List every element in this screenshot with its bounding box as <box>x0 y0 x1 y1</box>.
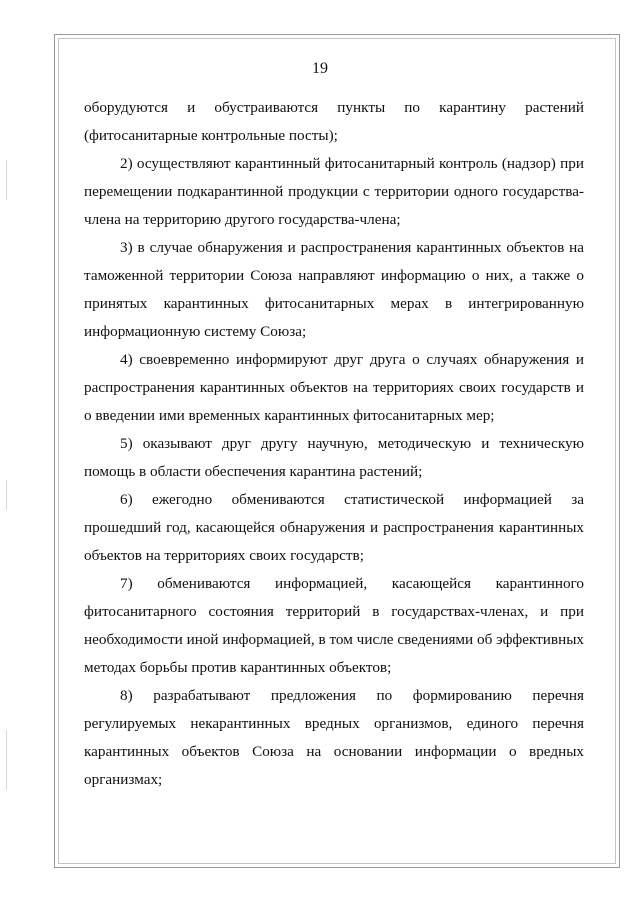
paragraph-item-2: 2) осуществляют карантинный фитосанитарный контроль (надзор) при перемещении подкарантинной продукции с территории одного государства-члена на территорию другого государства-члена; <box>84 155 584 228</box>
paragraph-item-8: 8) разрабатывают предложения по формированию перечня регулируемых некарантинных вредных организмов, единого перечня карантинных объектов Союза на основании информации о вредных организмах; <box>84 687 584 788</box>
paragraph-item-6: 6) ежегодно обмениваются статистической информацией за прошедший год, касающейся обнаружения и распространения карантинных объектов на территориях своих государств; <box>84 491 584 564</box>
paragraph-item-5: 5) оказывают друг другу научную, методическую и техническую помощь в области обеспечения карантина растений; <box>84 435 584 480</box>
paragraph-item-4: 4) своевременно информируют друг друга о случаях обнаружения и распространения карантинных объектов на территориях своих государств и о введении ими временных карантинных фитосанитарных мер; <box>84 351 584 424</box>
paragraph-item-3: 3) в случае обнаружения и распространения карантинных объектов на таможенной территории Союза направляют информацию о них, а также о принятых карантинных фитосанитарных мерах в интегрированную информационную систему Союза; <box>84 239 584 340</box>
document-body <box>84 94 584 794</box>
paragraph-continuation: оборудуются и обустраиваются пункты по карантину растений (фитосанитарные контрольные посты); <box>84 99 584 144</box>
page-number: 19 <box>312 60 328 77</box>
paragraph-item-7: 7) обмениваются информацией, касающейся карантинного фитосанитарного состояния территорий в государствах-членах, и при необходимости иной информацией, в том числе сведениями об эффективных методах борьбы против карантинных объектов; <box>84 575 584 676</box>
scan-edge-mark <box>6 480 7 510</box>
scan-edge-mark <box>6 160 7 200</box>
scan-edge-mark <box>6 730 7 790</box>
